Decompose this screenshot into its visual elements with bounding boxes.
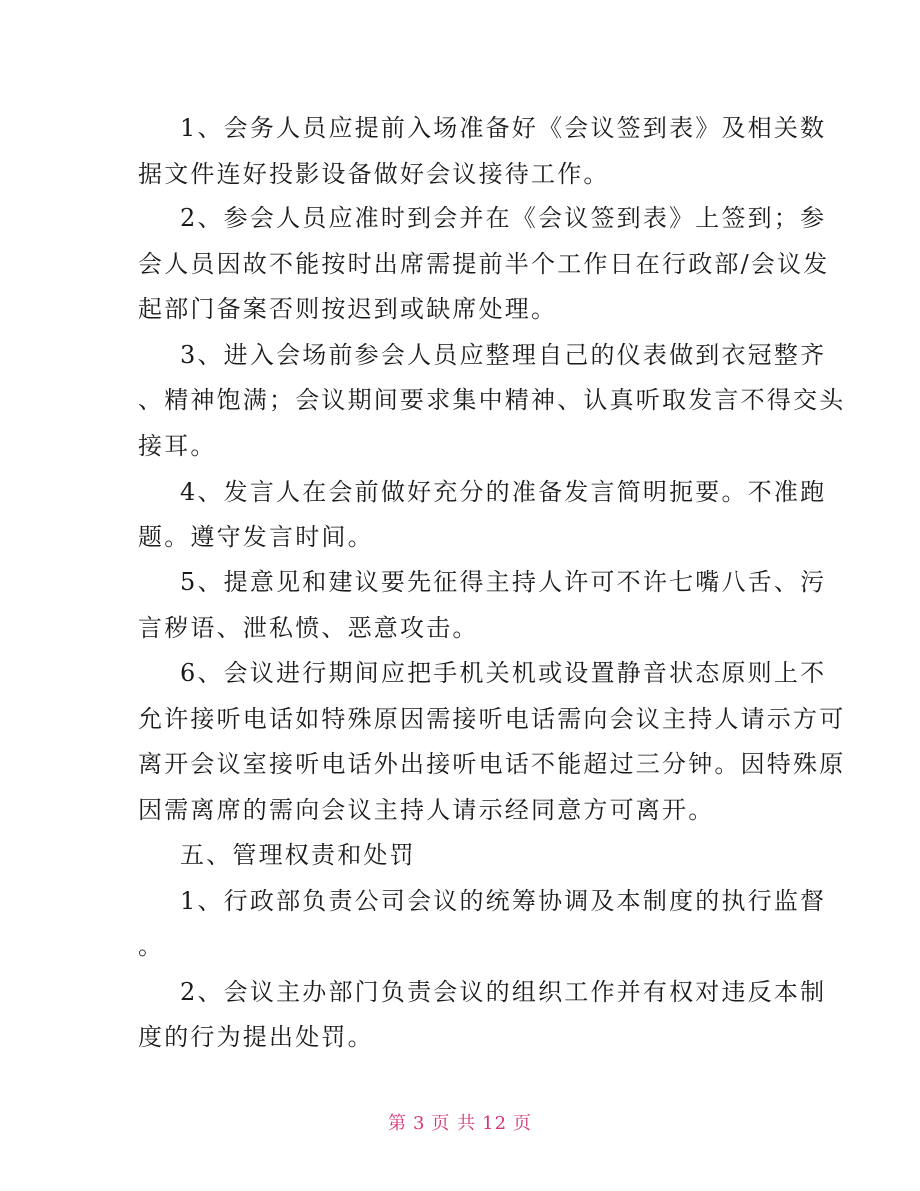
paragraph-line: 、精神饱满；会议期间要求集中精神、认真听取发言不得交头 — [138, 386, 846, 414]
footer-current-page: 3 — [412, 1113, 426, 1134]
footer-prefix: 第 — [387, 1113, 407, 1134]
paragraph-line: 离开会议室接听电话外出接听电话不能超过三分钟。因特殊原 — [138, 750, 846, 778]
paragraph-line: 4、发言人在会前做好充分的准备发言简明扼要。不准跑 — [180, 478, 827, 506]
paragraph-line: 5、提意见和建议要先征得主持人许可不许七嘴八舌、污 — [180, 568, 827, 596]
paragraph-line: 接耳。 — [138, 432, 217, 460]
paragraph-line: 2、会议主办部门负责会议的组织工作并有权对违反本制 — [180, 978, 827, 1006]
paragraph-line: 因需离席的需向会议主持人请示经同意方可离开。 — [138, 796, 715, 824]
paragraph-line: 起部门备案否则按迟到或缺席处理。 — [138, 295, 558, 323]
footer-middle: 页 共 — [431, 1113, 477, 1134]
paragraph-line: 据文件连好投影设备做好会议接待工作。 — [138, 160, 610, 188]
paragraph-line: 1、行政部负责公司会议的统筹协调及本制度的执行监督 — [180, 887, 827, 915]
footer-total-pages: 12 — [482, 1113, 508, 1134]
paragraph-line: 6、会议进行期间应把手机关机或设置静音状态原则上不 — [180, 659, 827, 687]
section-heading: 五、管理权责和处罚 — [180, 841, 416, 869]
paragraph-line: 允许接听电话如特殊原因需接听电话需向会议主持人请示方可 — [138, 705, 846, 733]
paragraph-line: 题。遵守发言时间。 — [138, 523, 374, 551]
paragraph-line: 1、会务人员应提前入场准备好《会议签到表》及相关数 — [180, 114, 827, 142]
paragraph-line: 度的行为提出处罚。 — [138, 1023, 374, 1051]
paragraph-line: 。 — [138, 932, 165, 960]
paragraph-line: 2、参会人员应准时到会并在《会议签到表》上签到；参 — [180, 204, 827, 232]
paragraph-line: 言秽语、泄私愤、恶意攻击。 — [138, 614, 479, 642]
footer-suffix: 页 — [513, 1113, 533, 1134]
page-footer — [0, 1112, 920, 1136]
paragraph-line: 3、进入会场前参会人员应整理自己的仪表做到衣冠整齐 — [180, 341, 827, 369]
paragraph-line: 会人员因故不能按时出席需提前半个工作日在行政部/会议发 — [138, 250, 830, 278]
